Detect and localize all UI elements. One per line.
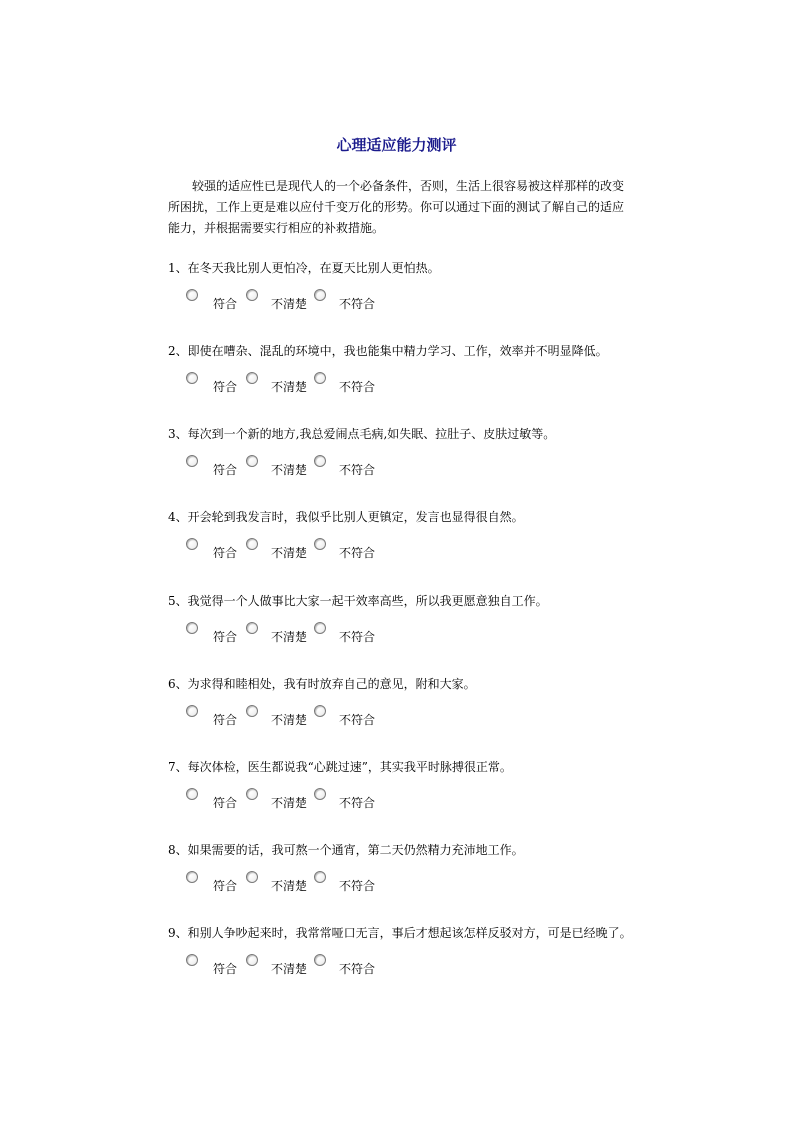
radio-disagree[interactable] <box>314 871 326 883</box>
option-disagree-label: 不符合 <box>339 796 376 810</box>
radio-unsure[interactable] <box>246 372 258 384</box>
option-agree-label: 符合 <box>213 297 238 311</box>
radio-unsure[interactable] <box>246 289 258 301</box>
option-unsure-label: 不清楚 <box>271 463 308 477</box>
option-unsure-label: 不清楚 <box>271 297 308 311</box>
radio-disagree[interactable] <box>314 372 326 384</box>
radio-agree[interactable] <box>186 622 198 634</box>
option-disagree-label: 不符合 <box>339 879 376 893</box>
option-agree-label: 符合 <box>213 546 238 560</box>
radio-agree[interactable] <box>186 455 198 467</box>
option-agree-label: 符合 <box>213 962 238 976</box>
page-title: 心理适应能力测评 <box>336 136 457 154</box>
intro-paragraph: 较强的适应性已是现代人的一个必备条件，否则，生活上很容易被这样那样的改变所困扰，工作上更是难以应付千变万化的形势。你可以通过下面的测试了解自己的适应能力，并根据需要实行相应的补救措施。 <box>168 179 625 235</box>
option-disagree-label: 不符合 <box>339 380 376 394</box>
question-9: 9、和别人争吵起来时，我常常哑口无言，事后才想起该怎样反驳对方，可是已经晚了。 <box>168 926 632 940</box>
question-2: 2、即使在嘈杂、混乱的环境中，我也能集中精力学习、工作，效率并不明显降低。 <box>168 344 608 358</box>
option-disagree-label: 不符合 <box>339 713 376 727</box>
question-7: 7、每次体检，医生都说我“心跳过速”，其实我平时脉搏很正常。 <box>168 760 512 774</box>
option-agree-label: 符合 <box>213 463 238 477</box>
question-6: 6、为求得和睦相处，我有时放弃自己的意见，附和大家。 <box>168 677 476 691</box>
radio-unsure[interactable] <box>246 622 258 634</box>
option-disagree-label: 不符合 <box>339 463 376 477</box>
option-unsure-label: 不清楚 <box>271 546 308 560</box>
option-agree-label: 符合 <box>213 879 238 893</box>
option-disagree-label: 不符合 <box>339 297 376 311</box>
radio-agree[interactable] <box>186 289 198 301</box>
radio-agree[interactable] <box>186 372 198 384</box>
radio-agree[interactable] <box>186 871 198 883</box>
option-agree-label: 符合 <box>213 380 238 394</box>
radio-unsure[interactable] <box>246 954 258 966</box>
question-5: 5、我觉得一个人做事比大家一起干效率高些，所以我更愿意独自工作。 <box>168 594 548 608</box>
option-agree-label: 符合 <box>213 796 238 810</box>
question-1: 1、在冬天我比别人更怕冷，在夏天比别人更怕热。 <box>168 261 440 275</box>
radio-unsure[interactable] <box>246 788 258 800</box>
radio-disagree[interactable] <box>314 705 326 717</box>
option-unsure-label: 不清楚 <box>271 962 308 976</box>
radio-disagree[interactable] <box>314 538 326 550</box>
question-4: 4、开会轮到我发言时，我似乎比别人更镇定，发言也显得很自然。 <box>168 510 524 524</box>
option-agree-label: 符合 <box>213 713 238 727</box>
radio-unsure[interactable] <box>246 455 258 467</box>
option-unsure-label: 不清楚 <box>271 713 308 727</box>
option-unsure-label: 不清楚 <box>271 796 308 810</box>
radio-disagree[interactable] <box>314 455 326 467</box>
option-disagree-label: 不符合 <box>339 962 376 976</box>
option-disagree-label: 不符合 <box>339 630 376 644</box>
option-agree-label: 符合 <box>213 630 238 644</box>
radio-disagree[interactable] <box>314 954 326 966</box>
radio-agree[interactable] <box>186 954 198 966</box>
question-8: 8、如果需要的话，我可熬一个通宵，第二天仍然精力充沛地工作。 <box>168 843 524 857</box>
option-unsure-label: 不清楚 <box>271 630 308 644</box>
option-unsure-label: 不清楚 <box>271 879 308 893</box>
option-disagree-label: 不符合 <box>339 546 376 560</box>
option-unsure-label: 不清楚 <box>271 380 308 394</box>
radio-disagree[interactable] <box>314 289 326 301</box>
radio-disagree[interactable] <box>314 622 326 634</box>
radio-unsure[interactable] <box>246 871 258 883</box>
question-3: 3、每次到一个新的地方,我总爱闹点毛病,如失眠、拉肚子、皮肤过敏等。 <box>168 427 556 441</box>
radio-agree[interactable] <box>186 538 198 550</box>
radio-unsure[interactable] <box>246 705 258 717</box>
radio-unsure[interactable] <box>246 538 258 550</box>
radio-agree[interactable] <box>186 788 198 800</box>
radio-agree[interactable] <box>186 705 198 717</box>
radio-disagree[interactable] <box>314 788 326 800</box>
